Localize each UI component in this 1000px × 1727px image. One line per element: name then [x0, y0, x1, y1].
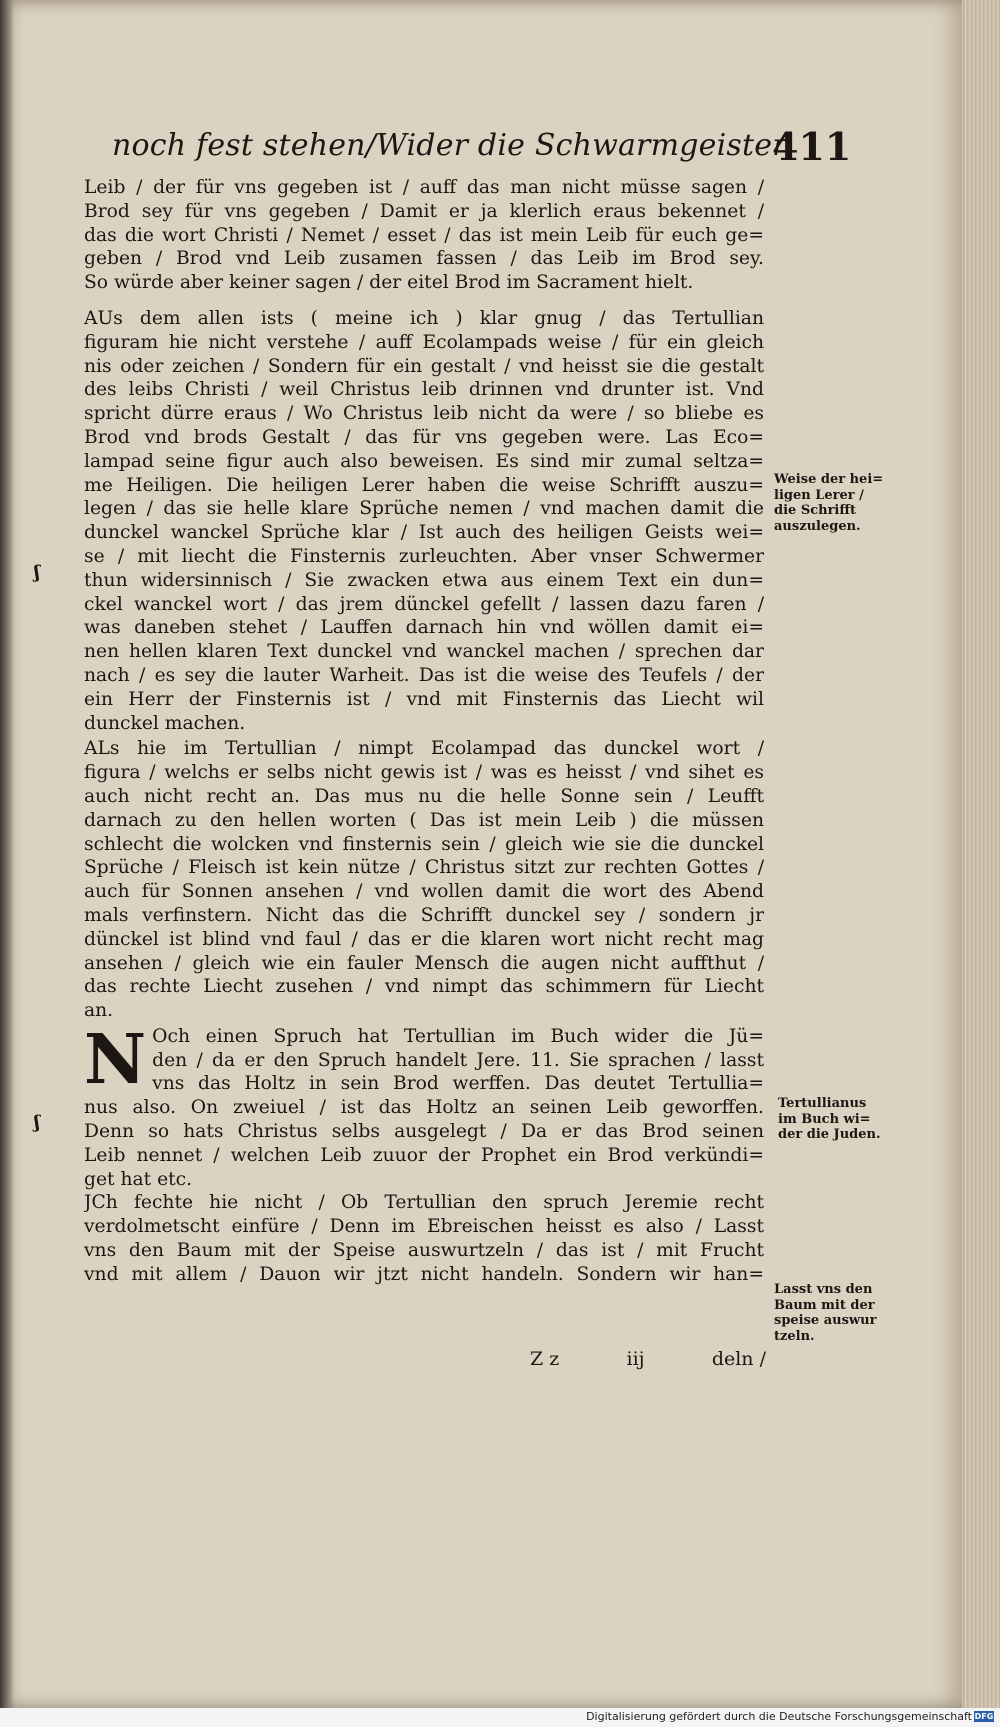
text-line: geben / Brod vnd Leib zusamen fassen / das Leib im Brod sey.: [84, 248, 764, 270]
text-line: Brod sey für vns gegeben / Damit er ja klerlich eraus bekennet /: [84, 200, 764, 222]
marginal-note-line: die Schrifft: [774, 503, 857, 518]
text-line: legen / das sie helle klare Sprüche nemen / vnd machen damit die: [84, 498, 764, 520]
marginal-note-text: [774, 1282, 876, 1344]
text-line: Leib / der für vns gegeben ist / auff das man nicht müsse sagen /: [84, 177, 764, 198]
text-line: schlecht die wolcken vnd finsternis sein / gleich wie sie die dunckel: [84, 833, 764, 855]
text-line: Brod vnd brods Gestalt / das für vns gegeben were. Las Eco=: [84, 426, 764, 448]
marginal-note-line: speise auswur: [774, 1313, 877, 1328]
text-line: Och einen Spruch hat Tertullian im Buch wider die Jü=: [152, 1025, 764, 1047]
text-line: nen hellen klaren Text dunckel vnd wanckel machen / sprechen dar: [84, 641, 764, 663]
main-text: [84, 176, 764, 1287]
margin-mark: ʃ: [34, 562, 40, 583]
text-line: auch nicht recht an. Das mus nu die helle Sonne sein / Leufft: [84, 785, 764, 807]
text-line: So würde aber keiner sagen / der eitel Brod im Sacrament hielt.: [84, 272, 694, 294]
margin-mark: ʃ: [34, 1112, 40, 1133]
text-line: thun widersinnisch / Sie zwacken etwa aus einem Text ein dun=: [84, 569, 764, 591]
marginal-note-text: [778, 1096, 881, 1143]
catchword: deln /: [711, 1348, 766, 1370]
text-line: nis oder zeichen / Sondern für ein gestalt / vnd heisst sie die gestalt: [84, 355, 764, 377]
text-line: lampad seine figur auch also beweisen. Es sind mir zumal seltza=: [84, 450, 764, 472]
paragraph: [84, 176, 764, 295]
text-line: auch für Sonnen ansehen / vnd wollen damit die wort des Abend: [84, 881, 764, 903]
text-line: das die wort Christi / Nemet / esset / das ist mein Leib für euch ge=: [84, 224, 764, 246]
text-line: darnach zu den hellen worten ( Das ist mein Leib ) die müssen: [84, 809, 764, 831]
marginal-note-line: Weise der hei=: [774, 472, 884, 487]
text-line: JCh fechte hie nicht / Ob Tertullian den spruch Jeremie recht: [84, 1192, 764, 1214]
text-line: dunckel wanckel Sprüche klar / Ist auch des heiligen Geists wei=: [84, 522, 764, 544]
footer-credit: Digitalisierung gefördert durch die Deutsche Forschungsgemeinschaft: [586, 1710, 972, 1723]
text-line: mals verfinstern. Nicht das die Schrifft dunckel sey / sondern jr: [84, 904, 764, 926]
text-line: ALs hie im Tertullian / nimpt Ecolampad das dunckel wort /: [84, 738, 764, 760]
text-line: dunckel machen.: [84, 712, 246, 734]
marginal-note-line: Lasst vns den: [774, 1282, 873, 1297]
text-line: spricht dürre eraus / Wo Christus leib nicht da were / so bliebe es: [84, 403, 764, 425]
text-line: nach / es sey die lauter Warheit. Das ist die weise des Teufels / der: [84, 664, 764, 686]
text-line: get hat etc.: [84, 1168, 193, 1190]
text-line: das rechte Liecht zusehen / vnd nimpt das schimmern für Liecht: [84, 976, 764, 998]
running-title: noch fest stehen/Wider die Schwarmgeister: [112, 128, 787, 163]
page-edges: [962, 0, 1000, 1708]
marginal-note: [778, 1096, 881, 1143]
signature-number: iij: [626, 1348, 645, 1370]
paragraph: [84, 307, 764, 735]
text-line: se / mit liecht die Finsternis zurleuchten. Aber vnser Schwermer: [84, 545, 764, 567]
marginal-note: [774, 1282, 876, 1344]
text-line: figura / welchs er selbs nicht gewis ist / was es heisst / vnd sihet es: [84, 762, 764, 784]
text-line: den / da er den Spruch handelt Jere. 11. Sie sprachen / lasst: [152, 1049, 764, 1071]
marginal-note-line: im Buch wi=: [778, 1111, 871, 1127]
text-line: des leibs Christi / weil Christus leib drinnen vnd drunter ist. Vnd: [84, 379, 764, 401]
marginal-note-line: Tertullianus: [778, 1096, 867, 1111]
drop-initial: N: [84, 1019, 147, 1100]
text-line: dünckel ist blind vnd faul / das er die klaren wort nicht recht mag: [84, 928, 764, 950]
book-gutter: [0, 0, 14, 1708]
marginal-note-line: der die Juden.: [778, 1127, 881, 1142]
signature-mark: Z z: [530, 1348, 560, 1370]
text-line: ein Herr der Finsternis ist / vnd mit Finsternis das Liecht wil: [84, 688, 764, 710]
dfg-logo: DFG: [974, 1712, 994, 1721]
marginal-note-text: [774, 472, 883, 534]
text-line: Leib nennet / welchen Leib zuuor der Prophet ein Brod verkündi=: [84, 1144, 764, 1166]
text-line: Denn so hats Christus selbs ausgelegt / Da er das Brod seinen: [84, 1121, 764, 1143]
marginal-note-line: tzeln.: [774, 1328, 815, 1344]
text-line: Sprüche / Fleisch ist kein nütze / Christus sitzt zur rechten Gottes /: [84, 857, 764, 879]
paragraph: [84, 1019, 764, 1192]
text-line: nus also. On zweiuel / ist das Holtz an seinen Leib geworffen.: [84, 1097, 764, 1119]
marginal-note-line: ligen Lerer /: [774, 487, 864, 503]
marginal-note-line: Baum mit der: [774, 1297, 875, 1313]
text-line: ansehen / gleich wie ein fauler Mensch die augen nicht auffthut /: [84, 952, 764, 974]
text-line: AUs dem allen ists ( meine ich ) klar gnug / das Tertullian: [84, 307, 764, 329]
text-line: vns den Baum mit der Speise auswurtzeln / das ist / mit Frucht: [84, 1240, 764, 1262]
text-line: an.: [84, 1000, 114, 1022]
marginal-note-line: auszulegen.: [774, 518, 861, 534]
folio-number: 411: [772, 124, 852, 169]
marginal-note: [774, 472, 883, 534]
signature-line: [530, 1348, 766, 1370]
text-line: vns das Holtz in sein Brod werffen. Das deutet Tertullia=: [152, 1073, 764, 1095]
text-line: verdolmetscht einfüre / Denn im Ebreischen heisst es also / Lasst: [84, 1216, 764, 1238]
text-line: was daneben stehet / Lauffen darnach hin vnd wöllen damit ei=: [84, 617, 764, 639]
text-line: me Heiligen. Die heiligen Lerer haben die weise Schrifft auszu=: [84, 474, 764, 496]
text-line: vnd mit allem / Dauon wir jtzt nicht handeln. Sondern wir han=: [84, 1263, 764, 1285]
paragraph: [84, 1191, 764, 1286]
paragraph: [84, 737, 764, 1023]
text-line: ckel wanckel wort / das jrem dünckel gefellt / lassen dazu faren /: [84, 593, 764, 615]
text-line: figuram hie nicht verstehe / auff Ecolampads weise / für ein gleich: [84, 331, 764, 353]
